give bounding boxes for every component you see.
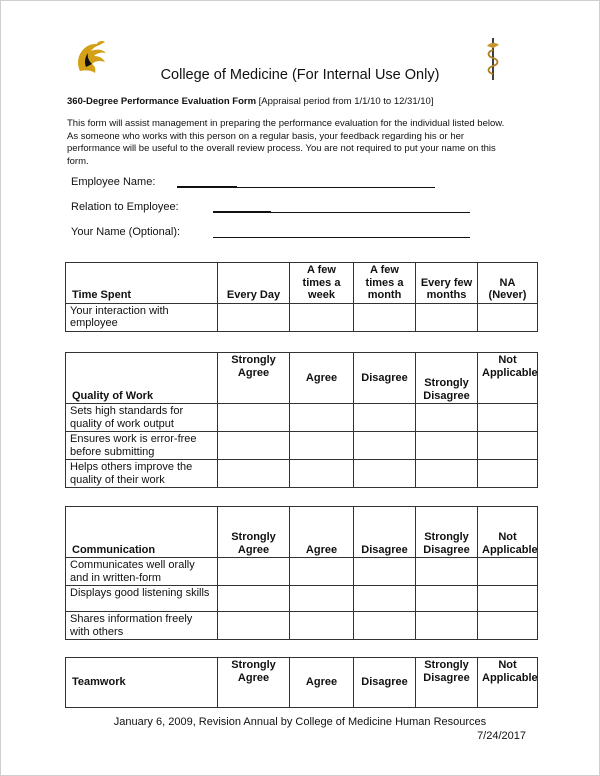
column-header: Not Applicable xyxy=(478,507,538,558)
footer-revision: January 6, 2009, Revision Annual by College of Medicine Human Resources xyxy=(113,716,487,728)
intro-line: As someone who works with this person on a regular basis, your feedback regarding his or her xyxy=(67,130,465,142)
rating-cell[interactable] xyxy=(478,612,538,640)
column-header: Strongly Agree xyxy=(218,507,290,558)
rating-cell[interactable] xyxy=(416,460,478,488)
quality-of-work-table xyxy=(65,352,538,488)
rating-cell[interactable] xyxy=(354,460,416,488)
footer-date: 7/24/2017 xyxy=(477,730,526,742)
appraisal-period: [Appraisal period from 1/1/10 to 12/31/10] xyxy=(258,96,434,107)
section-label: Time Spent xyxy=(66,263,218,304)
rating-cell[interactable] xyxy=(416,432,478,460)
rating-cell[interactable] xyxy=(354,404,416,432)
rating-cell[interactable] xyxy=(416,303,478,331)
question-label: Shares information freely with others xyxy=(66,612,218,640)
section-label: Teamwork xyxy=(66,658,218,708)
rating-cell[interactable] xyxy=(478,586,538,612)
intro-paragraph xyxy=(67,118,537,168)
column-header: A few times a month xyxy=(354,263,416,304)
rating-cell[interactable] xyxy=(416,612,478,640)
relation-input[interactable] xyxy=(213,212,470,213)
form-subtitle xyxy=(67,96,433,107)
section-label: Communication xyxy=(66,507,218,558)
rating-cell[interactable] xyxy=(354,303,416,331)
rating-cell[interactable] xyxy=(416,586,478,612)
employee-name-input[interactable] xyxy=(177,187,435,188)
rating-cell[interactable] xyxy=(218,558,290,586)
question-label: Displays good listening skills xyxy=(66,586,218,612)
section-label: Quality of Work xyxy=(66,353,218,404)
page-title: College of Medicine (For Internal Use Only) xyxy=(160,67,440,83)
column-header: Disagree xyxy=(354,353,416,404)
column-header: NA (Never) xyxy=(478,263,538,304)
rating-cell[interactable] xyxy=(416,404,478,432)
question-label: Communicates well orally and in written-form xyxy=(66,558,218,586)
rating-cell[interactable] xyxy=(290,586,354,612)
intro-line: form. xyxy=(67,155,89,167)
rating-cell[interactable] xyxy=(478,460,538,488)
column-header: Agree xyxy=(290,353,354,404)
column-header: Strongly Agree xyxy=(218,658,290,708)
relation-label: Relation to Employee: xyxy=(71,201,179,213)
employee-name-label: Employee Name: xyxy=(71,176,156,188)
rating-cell[interactable] xyxy=(354,432,416,460)
rating-cell[interactable] xyxy=(354,612,416,640)
question-label: Sets high standards for quality of work output xyxy=(66,404,218,432)
rating-cell[interactable] xyxy=(290,404,354,432)
rating-cell[interactable] xyxy=(478,558,538,586)
rating-cell[interactable] xyxy=(290,460,354,488)
rating-cell[interactable] xyxy=(478,303,538,331)
rating-cell[interactable] xyxy=(478,404,538,432)
question-label: Helps others improve the quality of their work xyxy=(66,460,218,488)
rating-cell[interactable] xyxy=(218,404,290,432)
rating-cell[interactable] xyxy=(416,558,478,586)
column-header: Disagree xyxy=(354,507,416,558)
intro-line: performance will be useful to the overall review process. You are not required to put your name on this xyxy=(67,143,496,154)
employee-name-underline xyxy=(177,186,237,187)
column-header: Every few months xyxy=(416,263,478,304)
rating-cell[interactable] xyxy=(290,612,354,640)
rating-cell[interactable] xyxy=(354,558,416,586)
your-name-label: Your Name (Optional): xyxy=(71,226,181,238)
rating-cell[interactable] xyxy=(354,586,416,612)
column-header: Agree xyxy=(290,658,354,708)
relation-underline xyxy=(213,211,271,212)
time-spent-table xyxy=(65,262,538,332)
rating-cell[interactable] xyxy=(218,432,290,460)
rating-cell[interactable] xyxy=(218,586,290,612)
question-label: Your interaction with employee xyxy=(66,303,218,331)
column-header: Not Applicable xyxy=(478,353,538,404)
rating-cell[interactable] xyxy=(218,612,290,640)
column-header: Agree xyxy=(290,507,354,558)
intro-line: This form will assist management in preparing the performance evaluation for the individual listed below. xyxy=(67,118,505,129)
rating-cell[interactable] xyxy=(290,303,354,331)
rating-cell[interactable] xyxy=(478,432,538,460)
rating-cell[interactable] xyxy=(218,460,290,488)
question-label: Ensures work is error-free before submitting xyxy=(66,432,218,460)
form-name: 360-Degree Performance Evaluation Form xyxy=(67,96,257,107)
column-header: Not Applicable xyxy=(478,658,538,708)
your-name-input[interactable] xyxy=(213,237,470,238)
rating-cell[interactable] xyxy=(218,303,290,331)
column-header: Every Day xyxy=(218,263,290,304)
teamwork-table xyxy=(65,657,538,708)
rating-cell[interactable] xyxy=(290,432,354,460)
column-header: Disagree xyxy=(354,658,416,708)
communication-table xyxy=(65,506,538,640)
column-header: A few times a week xyxy=(290,263,354,304)
column-header: Strongly Disagree xyxy=(416,507,478,558)
column-header: Strongly Disagree xyxy=(416,353,478,404)
column-header: Strongly Disagree xyxy=(416,658,478,708)
rating-cell[interactable] xyxy=(290,558,354,586)
column-header: Strongly Agree xyxy=(218,353,290,404)
